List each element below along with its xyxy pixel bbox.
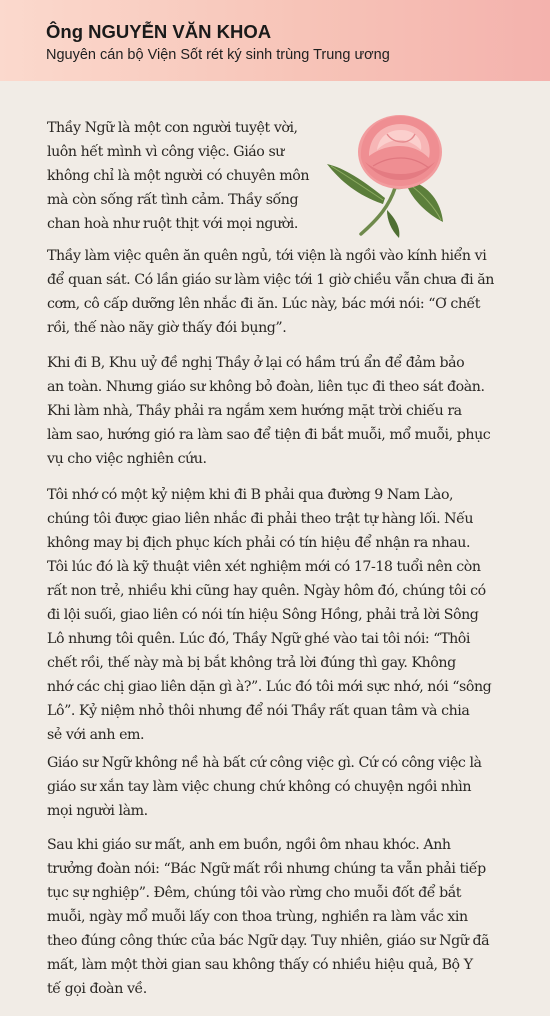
- speaker-title: Nguyên cán bộ Viện Sốt rét ký sinh trùng Trung ương: [46, 47, 390, 63]
- paragraph-3: Khi đi B, Khu uỷ đề nghị Thầy ở lại có hầm trú ẩn để đảm bảo an toàn. Nhưng giáo sư không bỏ đoàn, liên tục đi theo sát đoàn. Khi làm nhà, Thầy phải ra ngắm xem hướng mặt trời chiếu ra làm sao, hướng gió ra làm sao để tiện đi bắt muỗi, mổ muỗi, phục vụ cho việc nghiên cứu.: [47, 355, 491, 467]
- paragraph-1: Thầy Ngữ là một con người tuyệt vời, luôn hết mình vì công việc. Giáo sư không chỉ là một người có chuyên môn mà còn sống rất tình cảm. Thầy sống chan hoà như ruột thịt với mọi người.: [47, 120, 310, 232]
- paragraph-6: Sau khi giáo sư mất, anh em buồn, ngồi ôm nhau khóc. Anh trưởng đoàn nói: “Bác Ngữ mất rồi nhưng chúng ta vẫn phải tiếp tục sự nghiệp”. Đêm, chúng tôi vào rừng cho muỗi đốt để bắt muỗi, ngày mổ muỗi lấy con thoa trùng, nghiền ra làm vắc xin theo đúng công thức của bác Ngữ dạy. Tuy nhiên, giáo sư Ngữ đã mất, làm một thời gian sau không thấy có nhiều hiệu quả, Bộ Y tế gọi đoàn về.: [47, 837, 490, 997]
- paragraph-4: Tôi nhớ có một kỷ niệm khi đi B phải qua đường 9 Nam Lào, chúng tôi được giao liên nhắc đi phải theo trật tự hàng lối. Nếu không may bị địch phục kích phải có tín hiệu để nhận ra nhau. Tôi lúc đó là kỹ thuật viên xét nghiệm mới có 17-18 tuổi nên còn rất non trẻ, nhiều khi cũng hay quên. Ngày hôm đó, chúng tôi có đi lội suối, giao liên có nói tín hiệu Sông Hồng, phải trả lời Sông Lô nhưng tôi quên. Lúc đó, Thầy Ngữ ghé vào tai tôi nói: “Thôi chết rồi, thế này mà bị bắt không trả lời đúng thì gay. Không nhớ các chị giao liên dặn gì à?”. Lúc đó tôi mới sực nhớ, nói “sông Lô”. Kỷ niệm nhỏ thôi nhưng để nói Thầy rất quan tâm và chia sẻ với anh em.: [47, 487, 492, 743]
- peony-flower-icon: [325, 110, 453, 240]
- paragraph-5: Giáo sư Ngữ không nề hà bất cứ công việc gì. Cứ có công việc là giáo sư xắn tay làm việc chung chứ không có chuyện ngồi nhìn mọi người làm.: [47, 755, 482, 819]
- paragraph-2: Thầy làm việc quên ăn quên ngủ, tới viện là ngồi vào kính hiển vi để quan sát. Có lần giáo sư làm việc tới 1 giờ chiều vẫn chưa đi ăn cơm, cô cấp dưỡng lên nhắc đi ăn. Lúc này, bác mới nói: “Ơ chết rồi, thế nào nãy giờ thấy đói bụng”.: [47, 248, 494, 336]
- speaker-name: Ông NGUYỄN VĂN KHOA: [46, 21, 272, 42]
- header-banner: [0, 0, 550, 81]
